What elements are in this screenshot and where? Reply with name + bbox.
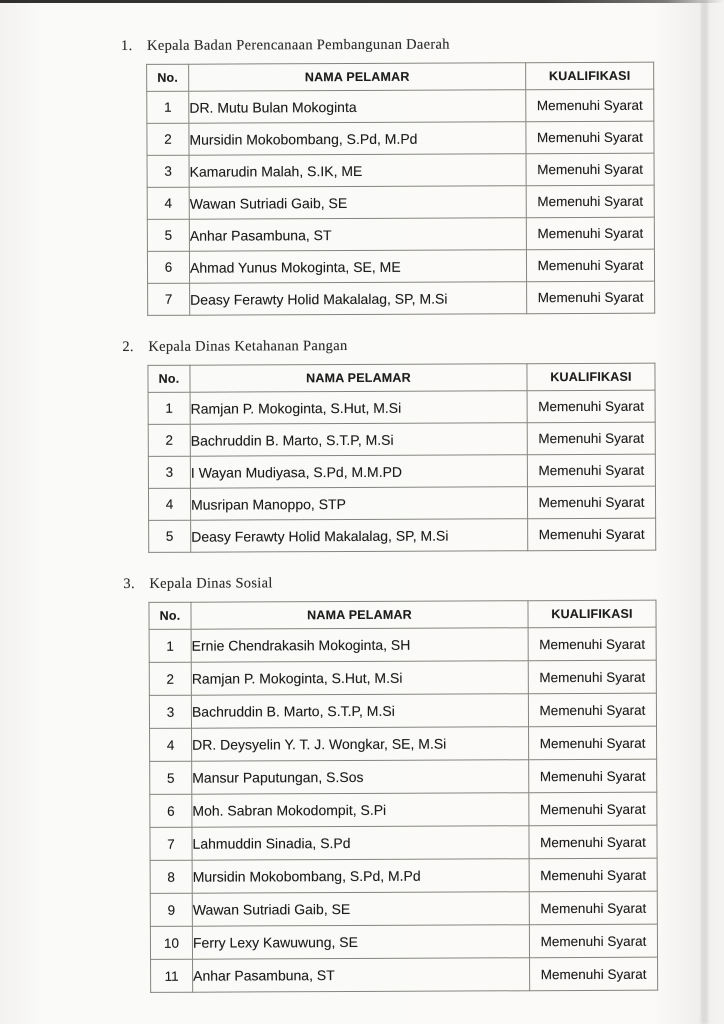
table-row: [150, 825, 657, 860]
cell-qualification: Memenuhi Syarat: [529, 924, 657, 958]
cell-qualification: Memenuhi Syarat: [526, 153, 654, 186]
cell-qualification: Memenuhi Syarat: [526, 89, 654, 122]
cell-applicant-name: Ramjan P. Mokoginta, S.Hut, M.Si: [190, 391, 527, 424]
column-header-kualifikasi: KUALIFIKASI: [528, 600, 656, 628]
column-header-nama-pelamar: NAMA PELAMAR: [189, 63, 526, 91]
table-row: [147, 249, 654, 283]
cell-applicant-name: Mansur Paputungan, S.Sos: [192, 760, 529, 794]
cell-row-number: 7: [150, 827, 192, 860]
cell-row-number: 10: [150, 926, 192, 959]
cell-applicant-name: Ernie Chendrakasih Mokoginta, SH: [191, 628, 528, 662]
table-row: [150, 792, 657, 827]
cell-qualification: Memenuhi Syarat: [528, 518, 656, 551]
cell-row-number: 1: [149, 629, 191, 662]
table-row: [150, 726, 657, 761]
cell-applicant-name: Mursidin Mokobombang, S.Pd, M.Pd: [192, 859, 529, 893]
table-row: [148, 486, 655, 520]
cell-qualification: Memenuhi Syarat: [530, 957, 658, 991]
column-header-no: No.: [148, 365, 190, 392]
cell-qualification: Memenuhi Syarat: [527, 486, 655, 519]
cell-qualification: Memenuhi Syarat: [529, 726, 657, 760]
section-title: Kepala Badan Perencanaan Pembangunan Daerah: [147, 36, 450, 54]
cell-row-number: 5: [149, 520, 191, 552]
table-row: [147, 217, 654, 251]
cell-row-number: 11: [151, 959, 193, 992]
cell-qualification: Memenuhi Syarat: [527, 422, 655, 455]
cell-row-number: 6: [150, 794, 192, 827]
section-heading: [121, 33, 724, 56]
table-row: [151, 957, 658, 992]
table-row: [148, 281, 655, 315]
cell-qualification: Memenuhi Syarat: [529, 825, 657, 859]
cell-applicant-name: Wawan Sutriadi Gaib, SE: [192, 892, 529, 926]
table-row: [149, 518, 656, 552]
table-row: [147, 89, 654, 123]
cell-qualification: Memenuhi Syarat: [529, 858, 657, 892]
cell-row-number: 5: [150, 761, 192, 794]
section-number: 3.: [123, 575, 135, 592]
cell-row-number: 2: [148, 424, 190, 456]
cell-applicant-name: Bachruddin B. Marto, S.T.P, M.Si: [190, 423, 527, 456]
column-header-kualifikasi: KUALIFIKASI: [526, 62, 654, 90]
cell-qualification: Memenuhi Syarat: [528, 627, 656, 661]
section-number: 2.: [122, 338, 134, 355]
cell-applicant-name: Anhar Pasambuna, ST: [189, 218, 526, 251]
cell-qualification: Memenuhi Syarat: [526, 217, 654, 250]
scan-artifact-top-strip: [0, 0, 724, 3]
cell-applicant-name: Deasy Ferawty Holid Makalalag, SP, M.Si: [190, 282, 527, 315]
table-row: [149, 627, 656, 662]
cell-applicant-name: DR. Mutu Bulan Mokoginta: [189, 90, 526, 123]
cell-qualification: Memenuhi Syarat: [528, 693, 656, 727]
column-header-nama-pelamar: NAMA PELAMAR: [190, 364, 527, 392]
cell-row-number: 7: [148, 283, 190, 315]
cell-qualification: Memenuhi Syarat: [526, 121, 654, 154]
cell-row-number: 3: [149, 695, 191, 728]
table-header-row: [149, 600, 656, 629]
cell-applicant-name: Deasy Ferawty Holid Makalalag, SP, M.Si: [191, 519, 528, 552]
table-row: [150, 759, 657, 794]
applicant-section: [0, 33, 724, 316]
cell-qualification: Memenuhi Syarat: [527, 454, 655, 487]
cell-qualification: Memenuhi Syarat: [526, 249, 654, 282]
cell-applicant-name: Mursidin Mokobombang, S.Pd, M.Pd: [189, 122, 526, 155]
table-row: [148, 422, 655, 456]
table-row: [148, 454, 655, 488]
cell-applicant-name: Ramjan P. Mokoginta, S.Hut, M.Si: [191, 661, 528, 695]
column-header-nama-pelamar: NAMA PELAMAR: [191, 601, 528, 629]
cell-applicant-name: Anhar Pasambuna, ST: [193, 958, 530, 992]
section-title: Kepala Dinas Sosial: [149, 575, 273, 592]
cell-row-number: 8: [150, 860, 192, 893]
applicant-section: [1, 334, 724, 553]
table-row: [147, 185, 654, 219]
cell-row-number: 5: [147, 219, 189, 251]
cell-qualification: Memenuhi Syarat: [527, 281, 655, 314]
section-heading: [123, 571, 724, 594]
column-header-no: No.: [147, 64, 189, 91]
cell-qualification: Memenuhi Syarat: [526, 185, 654, 218]
cell-row-number: 4: [148, 488, 190, 520]
cell-row-number: 2: [149, 662, 191, 695]
cell-row-number: 4: [147, 187, 189, 219]
column-header-no: No.: [149, 602, 191, 629]
cell-row-number: 4: [150, 728, 192, 761]
cell-qualification: Memenuhi Syarat: [528, 660, 656, 694]
cell-row-number: 3: [148, 456, 190, 488]
applicant-table: [148, 600, 658, 993]
cell-applicant-name: Moh. Sabran Mokodompit, S.Pi: [192, 793, 529, 827]
cell-qualification: Memenuhi Syarat: [527, 390, 655, 423]
table-row: [150, 924, 657, 959]
cell-applicant-name: I Wayan Mudiyasa, S.Pd, M.M.PD: [190, 455, 527, 488]
cell-qualification: Memenuhi Syarat: [529, 891, 657, 925]
table-row: [147, 121, 654, 155]
cell-applicant-name: Ferry Lexy Kawuwung, SE: [192, 925, 529, 959]
cell-qualification: Memenuhi Syarat: [529, 792, 657, 826]
document-content: [0, 33, 724, 993]
cell-applicant-name: Musripan Manoppo, STP: [190, 487, 527, 520]
section-number: 1.: [121, 37, 133, 54]
cell-applicant-name: Bachruddin B. Marto, S.T.P, M.Si: [191, 694, 528, 728]
cell-row-number: 9: [150, 893, 192, 926]
table-row: [149, 693, 656, 728]
table-row: [147, 153, 654, 187]
cell-applicant-name: Kamarudin Malah, S.IK, ME: [189, 154, 526, 187]
cell-applicant-name: DR. Deysyelin Y. T. J. Wongkar, SE, M.Si: [192, 727, 529, 761]
column-header-kualifikasi: KUALIFIKASI: [527, 363, 655, 391]
cell-applicant-name: Wawan Sutriadi Gaib, SE: [189, 186, 526, 219]
applicant-table: [147, 363, 656, 553]
table-row: [148, 390, 655, 424]
cell-row-number: 3: [147, 155, 189, 187]
table-row: [150, 858, 657, 893]
section-heading: [122, 334, 724, 357]
cell-row-number: 6: [147, 251, 189, 283]
cell-qualification: Memenuhi Syarat: [529, 759, 657, 793]
cell-row-number: 2: [147, 123, 189, 155]
section-title: Kepala Dinas Ketahanan Pangan: [148, 338, 348, 355]
cell-row-number: 1: [147, 91, 189, 123]
applicant-table: [146, 62, 655, 316]
table-row: [149, 660, 656, 695]
table-header-row: [147, 62, 654, 91]
table-row: [150, 891, 657, 926]
applicant-section: [2, 571, 724, 993]
cell-applicant-name: Ahmad Yunus Mokoginta, SE, ME: [189, 250, 526, 283]
cell-applicant-name: Lahmuddin Sinadia, S.Pd: [192, 826, 529, 860]
cell-row-number: 1: [148, 392, 190, 424]
table-header-row: [148, 363, 655, 392]
